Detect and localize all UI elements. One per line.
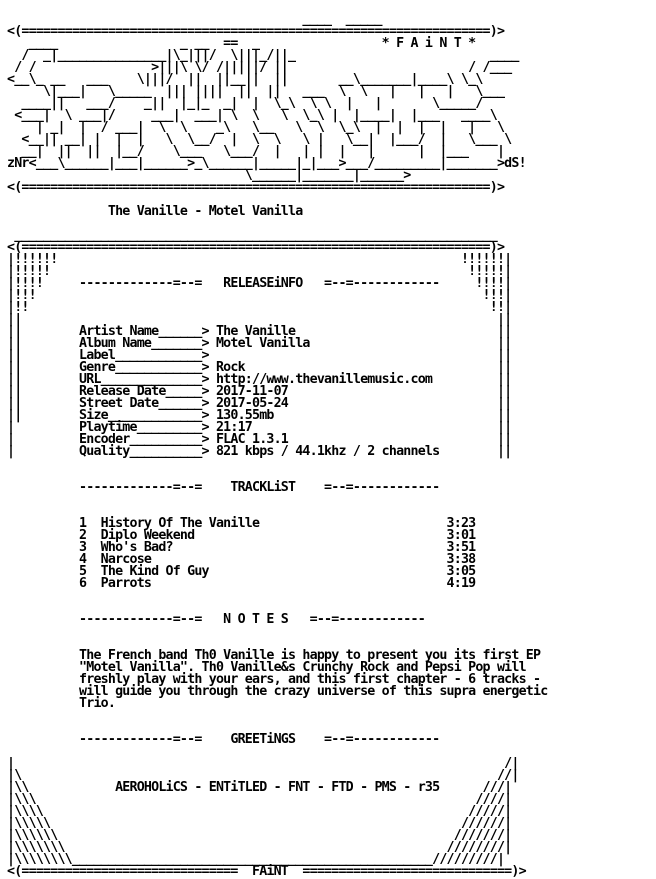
nfo-line: <(=================================================================)> <box>7 24 505 39</box>
nfo-line: |!!!! -------------=--= RELEASEiNFO =--=------------ !!!!| <box>7 276 512 291</box>
nfo-line: \______|_______|______> <box>7 168 411 183</box>
nfo-line: -------------=--= N O T E S =--=------------ <box>7 612 425 627</box>
nfo-line <box>7 494 547 506</box>
nfo-line: |\\\ ////| <box>7 792 512 807</box>
nfo-line: |!!!!! !!!!!| <box>7 264 512 279</box>
nfo-line: <__\_ __ ___ \|||/ || ||__|| || __\_______|____\ \_\ <box>7 72 483 87</box>
nfo-line: || Genre____________> Rock || <box>7 360 512 375</box>
nfo-line: |\\\\\\\ ////////| <box>7 840 512 855</box>
nfo-line <box>7 458 547 470</box>
nfo-line: | _| | / ___| \ \ _\ \__ \ \ \_\ | | | | | \ <box>7 120 505 135</box>
nfo-line: |\ //| <box>7 768 519 783</box>
nfo-line <box>7 626 547 638</box>
nfo-line: | Playtime_________> 21:17 || <box>7 420 512 435</box>
nfo-line: "Motel Vanilla". Th0 Vanille&s Crunchy Rock and Pepsi Pop will <box>7 660 526 675</box>
nfo-line: zNr<___\______|___|______>_\______|_____|_|___>___/_________|_______>dS! <box>7 156 526 171</box>
nfo-line: | Encoder__________> FLAC 1.3.1 || <box>7 432 512 447</box>
nfo-line: ___________________________________________________________________ <box>7 228 505 243</box>
nfo-line: <(=================================================================)> <box>7 240 505 255</box>
nfo-line: || Release Date_____> 2017-11-07 || <box>7 384 512 399</box>
nfo-line: |\\\\\\\\__________________________________________________/////////| <box>7 852 505 867</box>
nfo-line: ____ _ __ == _ * F A i N T * <box>7 36 541 51</box>
nfo-line: <__|| __| | | | \ \__/ | \ \ \ | \__| |___/ | \___ \ <box>7 132 512 147</box>
nfo-line: | Quality__________> 821 kbps / 44.1khz / 2 channels || <box>7 444 512 459</box>
nfo-line: 5 The Kind Of Guy 3:05 <box>7 564 476 579</box>
nfo-line: | /| <box>7 756 519 771</box>
nfo-line: The Vanille - Motel Vanilla <box>7 204 303 219</box>
nfo-line: / _|_______________|\_|||/ \|||_/||_ ____ <box>7 48 519 63</box>
nfo-line: -------------=--= GREETiNGS =--=------------ <box>7 732 440 747</box>
nfo-line: || Size_____________> 130.55mb || <box>7 408 512 423</box>
nfo-line: / / >|||\ \/ /|||||/ || / /___ <box>7 60 512 75</box>
nfo-line: <(=================================================================)> <box>7 180 505 195</box>
nfo-line: The French band Th0 Vanille is happy to present you its first EP <box>7 648 541 663</box>
nfo-line: |!!!!!! !!!!!!| <box>7 252 512 267</box>
nfo-line: 3 Who's Bad? 3:51 <box>7 540 476 555</box>
nfo-line: |\\\\ /////| <box>7 804 512 819</box>
nfo-line: ____|| ___/ _|| |_|_ _| | \_\ \ \ | | \_____/ <box>7 96 483 111</box>
nfo-line: |!! !!| <box>7 300 512 315</box>
nfo-line: || Artist Name______> The Vanille || <box>7 324 512 339</box>
nfo-line <box>7 590 547 602</box>
nfo-line: |\\ AEROHOLiCS - ENTiTLED - FNT - FTD - PMS - r35 ///| <box>7 780 512 795</box>
nfo-text-block <box>7 14 547 878</box>
nfo-line: |\\\\\ //////| <box>7 816 512 831</box>
nfo-line: 6 Parrots 4:19 <box>7 576 476 591</box>
nfo-line: 4 Narcose 3:38 <box>7 552 476 567</box>
nfo-line: Trio. <box>7 696 116 711</box>
nfo-line: || || <box>7 312 512 327</box>
nfo-line: 1 History Of The Vanille 3:23 <box>7 516 476 531</box>
nfo-line: <___| \ ___|/ ___| ___| \ \ \ \_\ | |____| |___ ____\ <box>7 108 497 123</box>
nfo-line: freshly play with your ears, and this first chapter - 6 tracks - <box>7 672 541 687</box>
nfo-line: || URL______________> http://www.thevanillemusic.com || <box>7 372 512 387</box>
nfo-line: <(============================== FAiNT =============================)> <box>7 864 526 879</box>
nfo-line: ____ _____ <box>7 12 382 27</box>
nfo-line: 2 Diplo Weekend 3:01 <box>7 528 476 543</box>
nfo-line: will guide you through the crazy universe of this supra energetic <box>7 684 548 699</box>
nfo-line: __| || || |__/ \___ \___/ | | | | | | |___ | <box>7 144 505 159</box>
nfo-line: || Street Date______> 2017-05-24 || <box>7 396 512 411</box>
nfo-line <box>7 710 547 722</box>
nfo-line: |\\\\\\ ///////| <box>7 828 512 843</box>
nfo-line: -------------=--= TRACKLiST =--=------------ <box>7 480 440 495</box>
nfo-line: |!!! !!!| <box>7 288 512 303</box>
nfo-line: \|___| \_____ ||| |||| || || ___ \ \ | | | \___ <box>7 84 512 99</box>
nfo-line: || Label____________> || <box>7 348 512 363</box>
nfo-line: || Album Name_______> Motel Vanilla || <box>7 336 512 351</box>
